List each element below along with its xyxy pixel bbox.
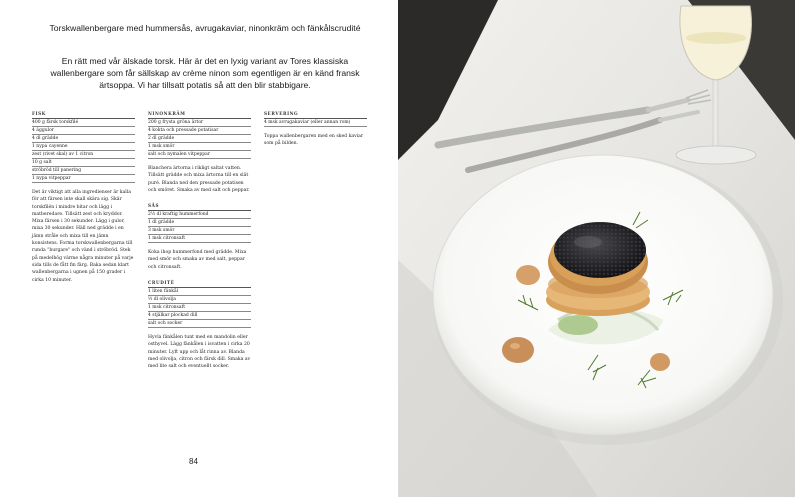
page-number: 84 (189, 457, 198, 466)
ingredient-row: 4 äggulor (32, 127, 135, 135)
dish-illustration (398, 0, 795, 497)
ingredient-row: salt och socker (148, 320, 251, 328)
ingredient-row: 4 kokta och pressade potatisar (148, 127, 251, 135)
ingredient-row: 1 msk smör (148, 143, 251, 151)
lobster-sauce-dot (516, 265, 540, 285)
instructions-ninon: Blanchera ärtorna i rikligt saltat vatten. Tillsätt grädde och mixa ärtorna till en slät puré. Blanda ned den pressade potatisen och smöret. Smaka av med salt och peppar. (148, 166, 250, 193)
section-heading-sas: SÅS (148, 202, 251, 211)
ingredient-row: ½ dl olivolja (148, 296, 251, 304)
instructions-crudite: Hyvla fänkålen tunt med en mandolin eller osthyvel. Lägg fänkålen i isvatten i cirka 20 minuter. Lyft upp och låt rinna av. Blanda med olivolja, citron och färsk dill. Smaka av med lite salt och eventuellt socker. (148, 335, 251, 370)
ingredient-row: 4 msk avrugakaviar (eller annan rom) (264, 119, 367, 127)
ingredient-row: 1 nypa vitpeppar (32, 175, 135, 183)
ingredient-row: salt och nymalen vitpeppar (148, 151, 251, 159)
section-heading-servering: SERVERING (264, 110, 367, 119)
column-servering (264, 110, 367, 148)
ingredient-row: 400 g färsk torskfilé (32, 119, 135, 127)
ingredient-row: 1 msk citronsaft (148, 304, 251, 312)
ingredient-row: zest (rivet skal) av 1 citron (32, 151, 135, 159)
ingredient-row: 3 msk smör (148, 227, 251, 235)
food-photo (398, 0, 795, 497)
section-heading-fisk: FISK (32, 110, 135, 119)
instructions-fisk: Det är viktigt att alla ingredienser är kalla för att färsen inte skall skära sig. Skär torskfilén i mindre bitar och lägg i matberedare. Tillsätt zest och kryddor. Mixa färsen i 30 sekunder. Lägg i gulor, mixa 30 sekunder. Häll ned grädde i en jämn stråle och mixa till en jämn konsistens. Forma torskwallenbergarna till runda "burgare" och vänd i ströbröd. Stek på medelhög värme några minuter på varje sida tills de fått fin färg. Baka sedan klart wallenbergarna i ugnen på 150 grader i cirka 10 minuter. (32, 190, 134, 283)
ingredient-row: 1 msk citronsaft (148, 235, 251, 243)
instructions-servering: Toppa wallenbergaren med en sked kaviar som på bilden. (264, 134, 364, 147)
lobster-sauce-dot (502, 337, 534, 363)
ingredient-row: 4 dl grädde (32, 135, 135, 143)
recipe-intro: En rätt med vår älskade torsk. Här är det en lyxig variant av Tores klassiska wallenbergare som får sällskap av crème ninon som egentligen är en känd fransk ärtsoppa. Vi har tillsatt potatis så att den blir stabbigare. (50, 56, 360, 90)
recipe-title: Torskwallenbergare med hummersås, avrugakaviar, ninonkräm och fänkålscrudité (49, 23, 361, 33)
ingredient-row: 4 stjälkar plockad dill (148, 312, 251, 320)
ingredient-row: 200 g frysta gröna ärtor (148, 119, 251, 127)
instructions-sas: Koka ihop hummerfond med grädde. Mixa med smör och smaka av med salt, peppar och citronsaft. (148, 250, 247, 270)
section-heading-crudite: CRUDITÉ (148, 279, 251, 288)
ingredient-row: 1 nypa cayenne (32, 143, 135, 151)
ingredient-row: ströbröd till panering (32, 167, 135, 175)
lobster-sauce-dot (650, 353, 670, 371)
ingredient-row: 10 g salt (32, 159, 135, 167)
ingredient-row: 1 dl grädde (148, 219, 251, 227)
column-fisk (32, 110, 135, 284)
ingredient-row: 2½ dl kraftig hummerfond (148, 211, 251, 219)
column-ninon-sas-crudite (148, 110, 251, 371)
section-heading-ninon: NINONKRÄM (148, 110, 251, 119)
ingredient-row: 1 liten fänkål (148, 288, 251, 296)
ingredient-row: 2 dl grädde (148, 135, 251, 143)
